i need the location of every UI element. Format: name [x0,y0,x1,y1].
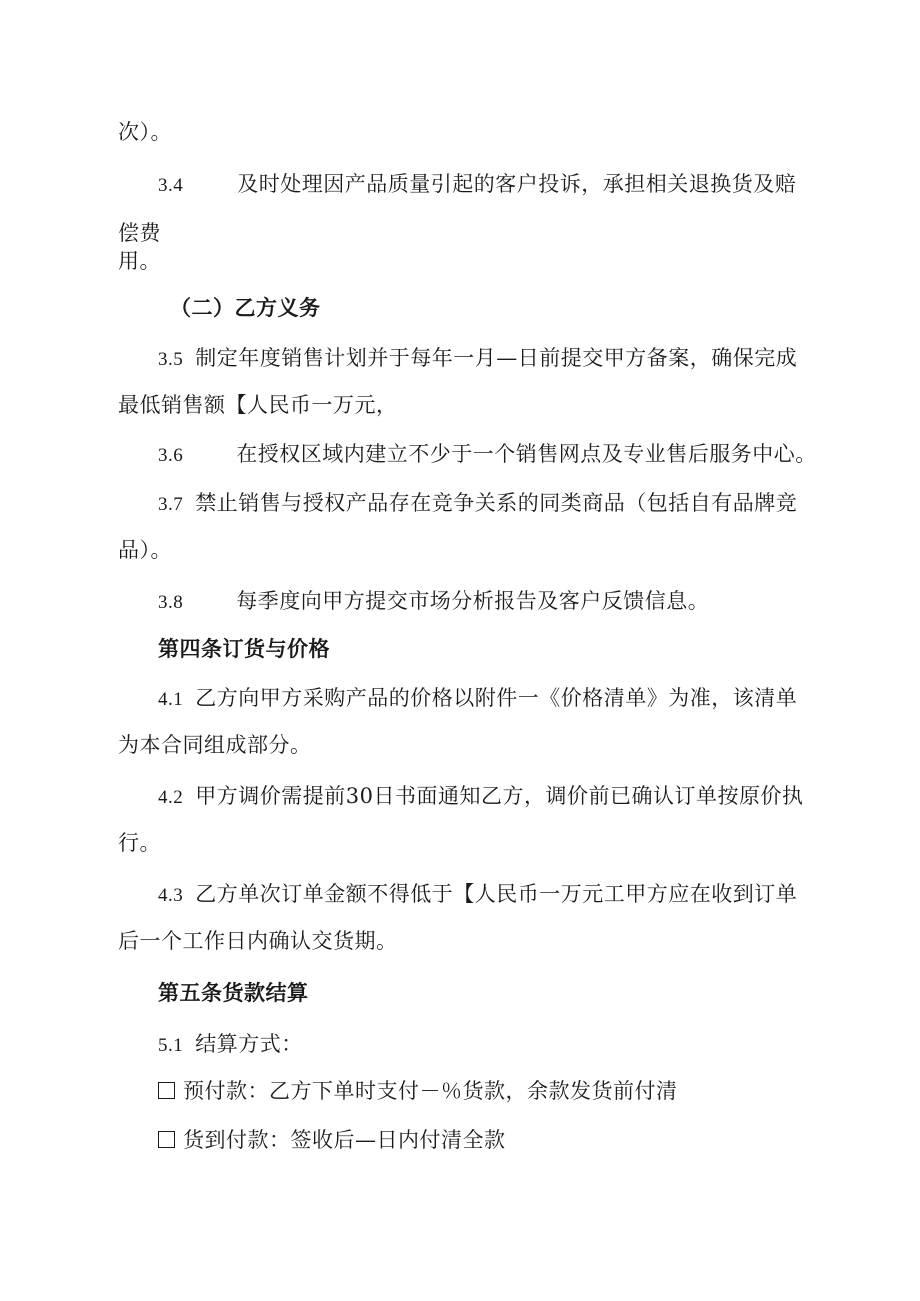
clause-text: 及时处理因产品质量引起的客户投诉，承担相关退换货及赔 [237,172,797,196]
clause-4-2 [158,782,803,812]
clause-5-1 [158,1030,303,1060]
clause-text: 每季度向甲方提交市场分析报告及客户反馈信息。 [236,589,710,613]
clause-text: 制定年度销售计划并于每年一月—日前提交甲方备案，确保完成 [195,346,798,370]
clause-text: 结算方式： [195,1032,303,1056]
paragraph-line [118,247,161,275]
option-prepayment [158,1077,678,1105]
heading-text: 第五条货款结算 [158,980,309,1005]
line-text: 为本合同组成部分。 [118,733,312,757]
heading-text: 第四条订货与价格 [158,636,330,661]
clause-text: 在授权区域内建立不少于一个销售网点及专业售后服务中心。 [236,442,817,466]
clause-number: 4.1 [158,689,184,710]
clause-text: 乙方单次订单金额不得低于【人民币一万元工甲方应在收到订单 [195,882,798,906]
paragraph-line [118,927,398,955]
line-text: 品）。 [118,538,172,562]
clause-number: 5.1 [158,1035,184,1056]
paragraph-line [118,118,172,146]
option-text: 货到付款：签收后—日内付清全款 [183,1128,506,1152]
clause-number: 3.7 [158,494,184,515]
clause-number: 3.4 [158,175,184,196]
option-cash-on-delivery [158,1126,506,1154]
clause-4-3 [158,880,797,910]
clause-number: 3.6 [158,445,184,466]
clause-number: 4.2 [158,787,184,808]
heading-text: （二）乙方义务 [170,295,321,320]
clause-3-4 [158,170,796,200]
option-text: 预付款：乙方下单时支付－％货款，余款发货前付清 [183,1079,678,1103]
clause-text: 甲方调价需提前30日书面通知乙方，调价前已确认订单按原价执 [195,784,804,808]
line-text: 用。 [118,249,161,273]
clause-text: 乙方向甲方采购产品的价格以附件一《价格清单》为准，该清单 [195,686,798,710]
checkbox-icon[interactable] [158,1082,175,1099]
line-text: 行。 [118,831,161,855]
clause-3-5 [158,344,797,374]
checkbox-icon[interactable] [158,1131,175,1148]
clause-text: 禁止销售与授权产品存在竞争关系的同类商品（包括自有品牌竞 [195,491,798,515]
paragraph-line [118,536,172,564]
section-heading-party-b-obligations [170,294,321,322]
clause-number: 3.8 [158,592,184,613]
paragraph-line [118,731,312,759]
article-heading-ordering-and-price [158,635,330,663]
clause-4-1 [158,684,797,714]
article-heading-payment-settlement [158,979,309,1007]
clause-3-8 [158,587,709,617]
clause-3-6 [158,440,817,470]
line-text: 次）。 [118,120,172,144]
line-text: 最低销售额【人民币一万元， [118,393,398,417]
line-text: 后一个工作日内确认交货期。 [118,929,398,953]
paragraph-line [118,829,161,857]
line-text: 偿费 [118,221,161,245]
clause-number: 3.5 [158,349,184,370]
clause-number: 4.3 [158,885,184,906]
clause-3-7 [158,489,797,519]
paragraph-line [118,219,161,247]
paragraph-line [118,391,398,419]
